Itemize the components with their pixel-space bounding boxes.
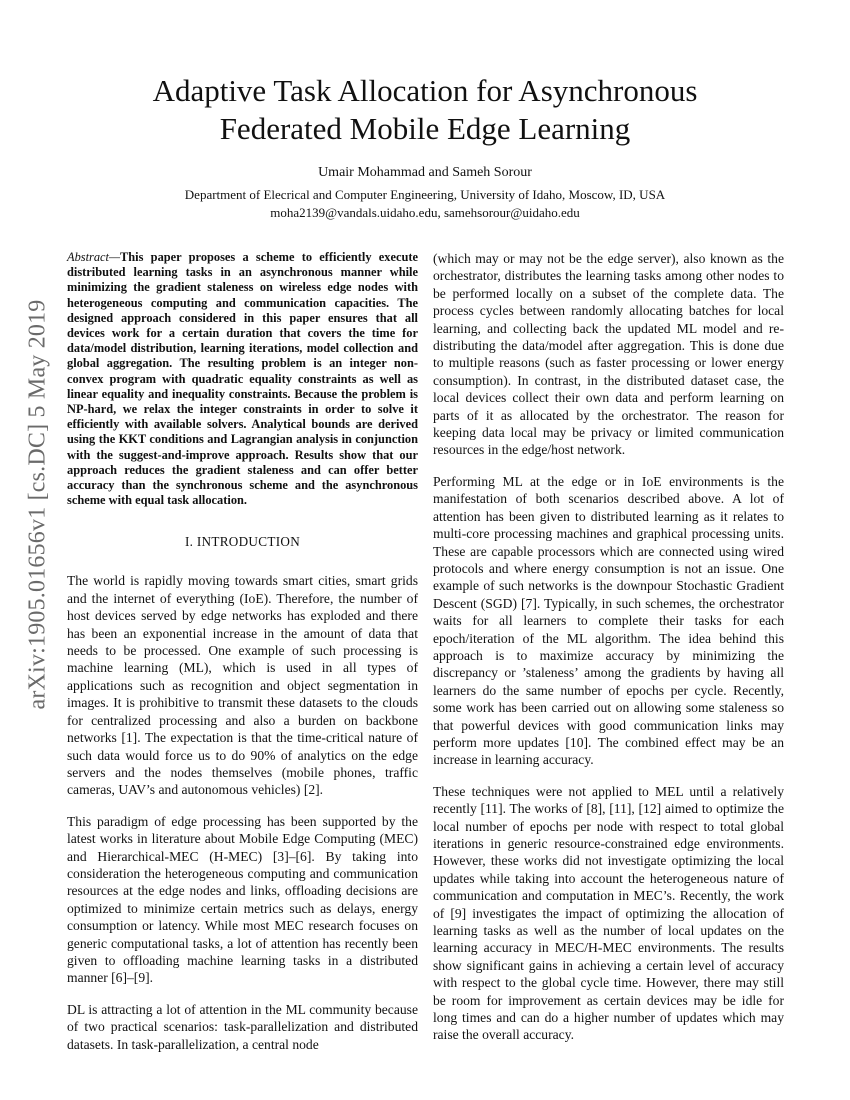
abstract-lead: Abstract— [67,250,121,264]
arxiv-stamp [18,263,58,746]
intro-paragraph-3: DL is attracting a lot of attention in the ML community because of two practical scenarios: task-parallelization and distributed datasets. In task-parallelization, a central node [67,1001,418,1052]
authors: Umair Mohammad and Sameh Sorour [318,165,532,180]
left-column [67,250,418,1053]
abstract [67,250,418,508]
author-emails: moha2139@vandals.uidaho.edu, samehsorour@uidaho.edu [270,205,580,220]
title-line-2: Federated Mobile Edge Learning [219,111,631,146]
right-paragraph-2: Performing ML at the edge or in IoE environments is the manifestation of both scenarios described above. A lot of attention has been given to distributed learning as it relates to multi-core processing machines and graphical processing units. These are capable processors which are connected using wired protocols and where energy consumption is not an issue. One example of such networks is the downpour Stochastic Gradient Descent (SGD) [7]. Typically, in such schemes, the orchestrator waits for all learners to complete their tasks for each epoch/iteration of the ML algorithm. The idea behind this approach is to maximize accuracy by minimizing the discrepancy or ’staleness’ among the gradients by having all learners do the same number of epochs per cycle. Recently, some work has been carried out on allowing some staleness so that powerful devices with good communication links may perform more updates [10]. The combined effect may be an increase in learning accuracy. [433,473,784,768]
intro-paragraph-2: This paradigm of edge processing has been supported by the latest works in literature about Mobile Edge Computing (MEC) and Hierarchical-MEC (H-MEC) [3]–[6]. By taking into consideration the heterogeneous computing and communication resources at the edge nodes and links, offloading decisions are optimized to minimize certain metrics such as delays, energy consumption or latency. While most MEC research focuses on generic computational tasks, a lot of attention has recently been given to offloading machine learning tasks in a distributed manner [6]–[9]. [67,813,418,986]
right-column [433,250,784,1044]
arxiv-stamp-text: arXiv:1905.01656v1 [cs.DC] 5 May 2019 [24,299,51,710]
paper-title [60,72,790,148]
right-paragraph-1: (which may or may not be the edge server), also known as the orchestrator, distributes the learning tasks among other nodes to be performed locally on a subset of the complete data. The process cycles between randomly allocating batches for local learning, and collecting back the updated ML model and re-distributing the data/model after aggregation. This is done due to multiple reasons (such as faster processing or lower energy consumption). In contrast, in the distributed dataset case, the local devices collect their own data and perform learning on parts of it as allocated by the orchestrator. The reason for keeping data local may be privacy or limited communication resources in the edge/host network. [433,251,784,458]
intro-paragraph-1: The world is rapidly moving towards smart cities, smart grids and the internet of everything (IoE). Therefore, the number of host devices served by edge networks has exploded and there has been an exponential increase in the amount of data that needs to be processed. One example of such processing is machine learning (ML), which is used in all types of applications such as recognition and object segmentation in images. It is prohibitive to transmit these datasets to the clouds for centralized processing and also a burden on backbone networks [1]. The expectation is that the time-critical nature of such data would force us to do 90% of analytics on the edge servers and the nodes themselves (mobile phones, traffic cameras, UAV’s and autonomous vehicles) [2]. [67,573,418,798]
title-line-1: Adaptive Task Allocation for Asynchronous [152,73,698,108]
affiliation: Department of Elecrical and Computer Engineering, University of Idaho, Moscow, ID, USA [184,187,666,202]
abstract-text: This paper proposes a scheme to efficiently execute distributed learning tasks in an asynchronous manner while minimizing the gradient staleness on wireless edge nodes with heterogeneous computing and communication capacities. The designed approach considered in this paper ensures that all devices work for a certain duration that covers the time for data/model distribution, learning iterations, model collection and global aggregation. The resulting problem is an integer non-convex program with quadratic equality constraints as well as linear equality and inequality constraints. Because the problem is NP-hard, we relax the integer constraints in order to solve it efficiently with available solvers. Analytical bounds are derived using the KKT conditions and Lagrangian analysis in conjunction with the suggest-and-improve approach. Results show that our approach reduces the gradient staleness and can offer better accuracy than the synchronous scheme and the asynchronous scheme with equal task allocation. [67,250,418,508]
section-heading-introduction: I. INTRODUCTION [184,534,301,550]
right-paragraph-3: These techniques were not applied to MEL until a relatively recently [11]. The works of [8], [11], [12] aimed to optimize the local number of epochs per node with respect to total global iterations in generic resource-constrained edge environments. However, these works did not investigate optimizing the local updates while taking into account the heterogeneous nature of communication and computation in MEC’s. Recently, the work of [9] investigates the impact of optimizing the allocation of learning tasks as well as the number of local updates on the learning accuracy in MEC/H-MEC environments. The results show significant gains in achieving a certain level of accuracy with respect to the global cycle time. However, there may still be room for improvement as certain devices may be idle for long times and can do a higher number of updates which may raise the overall accuracy. [433,783,784,1043]
